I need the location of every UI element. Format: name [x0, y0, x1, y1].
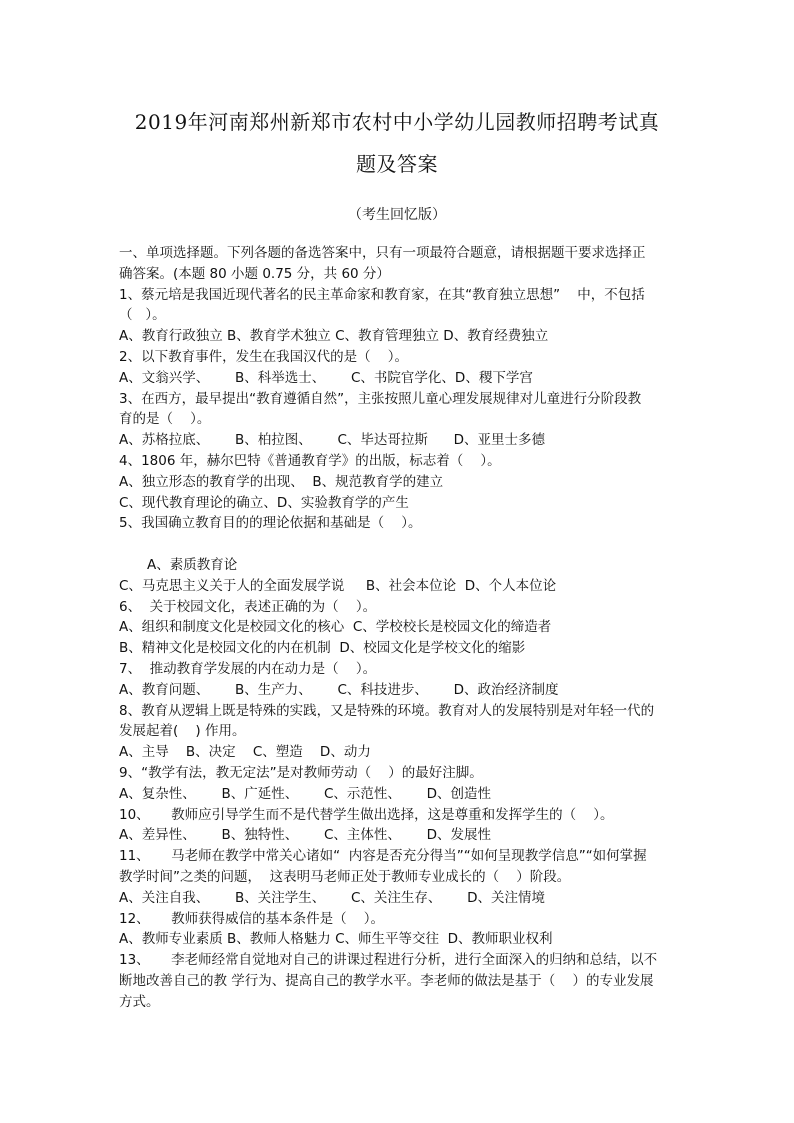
question-1: （ ）。: [119, 307, 166, 324]
question-1-options: A、教育行政独立 B、教育学术独立 C、教育管理独立 D、教育经费独立: [119, 328, 549, 345]
document-body: [119, 243, 679, 1012]
question-10-options: A、差异性、 B、独特性、 C、主体性、 D、发展性: [119, 827, 492, 844]
question-4-options: A、独立形态的教育学的出现、 B、规范教育学的建立: [119, 473, 444, 490]
question-6-options: A、组织和制度文化是校园文化的核心 C、学校校长是校园文化的缔造者: [119, 619, 552, 636]
question-7: 7、 推动教育学发展的内在动力是（ ）。: [119, 660, 377, 677]
question-6: 6、 关于校园文化，表述正确的为（ ）。: [119, 598, 377, 615]
question-5: 5、我国确立教育目的的理论依据和基础是（ ）。: [119, 515, 422, 532]
question-4: 4、1806 年，赫尔巴特《普通教育学》的出版，标志着（ ）。: [119, 452, 501, 469]
question-11: 教学时间”之类的问题， 这表明马老师正处于教师专业成长的（ ）阶段。: [119, 868, 571, 885]
question-12-options: A、教师专业素质 B、教师人格魅力 C、师生平等交往 D、教师职业权利: [119, 931, 553, 948]
question-9: 9、“教学有法，教无定法”是对教师劳动（ ）的最好注脚。: [119, 764, 483, 781]
section-intro: 确答案。(本题 80 小题 0.75 分，共 60 分）: [119, 265, 390, 282]
question-3: 3、在西方，最早提出“教育遵循自然”，主张按照儿童心理发展规律对儿童进行分阶段教: [119, 390, 642, 407]
question-5-options: C、马克思主义关于人的全面发展学说 B、社会本位论 D、个人本位论: [119, 577, 557, 594]
question-2: 2、以下教育事件，发生在我国汉代的是（ ）。: [119, 348, 409, 365]
question-3-options: A、苏格拉底、 B、柏拉图、 C、毕达哥拉斯 D、亚里士多德: [119, 432, 546, 449]
blank-line: [119, 534, 679, 555]
question-1: 1、蔡元培是我国近现代著名的民主革命家和教育家，在其“教育独立思想” 中，不包括: [119, 286, 645, 303]
question-13: 断地改善自己的教 学行为、提高自己的教学水平。李老师的做法是基于（ ）的专业发展: [119, 972, 654, 989]
document-subtitle: （考生回忆版）: [348, 207, 446, 223]
question-11-options: A、关注自我、 B、关注学生、 C、关注生存、 D、关注情境: [119, 889, 546, 906]
question-3: 育的是（ ）。: [119, 411, 211, 428]
question-6-options: B、精神文化是校园文化的内在机制 D、校园文化是学校文化的缩影: [119, 640, 526, 657]
question-8: 发展起着( ) 作用。: [119, 723, 246, 740]
question-13: 方式。: [119, 993, 160, 1010]
question-9-options: A、复杂性、 B、广延性、 C、示范性、 D、创造性: [119, 785, 492, 802]
question-2-options: A、文翁兴学、 B、科举选士、 C、书院官学化、D、稷下学宫: [119, 369, 533, 386]
question-8-options: A、主导 B、决定 C、塑造 D、动力: [119, 744, 371, 761]
section-intro: 一、单项选择题。下列各题的备选答案中，只有一项最符合题意，请根据题干要求选择正: [119, 245, 646, 261]
question-10: 10、 教师应引导学生而不是代替学生做出选择，这是尊重和发挥学生的（ ）。: [119, 806, 614, 823]
question-5-option-a: A、素质教育论: [147, 556, 238, 573]
question-12: 12、 教师获得威信的基本条件是（ ）。: [119, 910, 385, 927]
document-title-line2: 题及答案: [356, 152, 438, 176]
question-13: 13、 李老师经常自觉地对自己的讲课过程进行分析，进行全面深入的归纳和总结，以不: [119, 952, 658, 969]
question-11: 11、 马老师在教学中常关心诸如“ 内容是否充分得当”“如何呈现教学信息”“如何掌握: [119, 848, 647, 865]
question-4-options: C、现代教育理论的确立、D、实验教育学的产生: [119, 494, 409, 511]
question-7-options: A、教育问题、 B、生产力、 C、科技进步、 D、政治经济制度: [119, 681, 559, 698]
document-title-line1: 2019年河南郑州新郑市农村中小学幼儿园教师招聘考试真: [134, 110, 660, 134]
question-8: 8、教育从逻辑上既是特殊的实践，又是特殊的环境。教育对人的发展特别是对年轻一代的: [119, 702, 655, 719]
